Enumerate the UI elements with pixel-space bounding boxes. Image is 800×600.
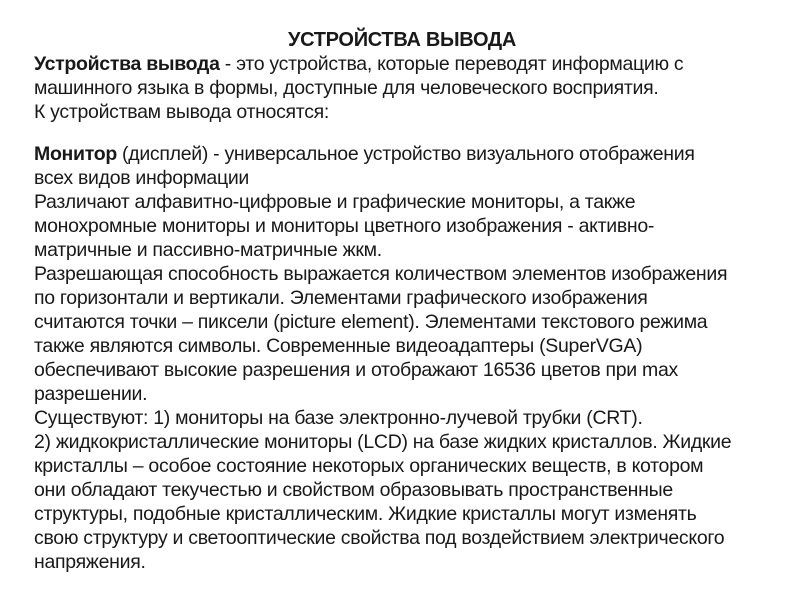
line-text: матричные и пассивно-матричные жкм. bbox=[34, 239, 382, 261]
line-text: они обладают текучестью и свойством образовывать пространственные bbox=[34, 479, 673, 501]
page-title: УСТРОЙСТВА ВЫВОДА bbox=[287, 29, 517, 51]
text-line bbox=[34, 406, 770, 430]
text-line bbox=[34, 52, 770, 76]
line-text: кристаллы – особое состояние некоторых органических веществ, в котором bbox=[34, 455, 704, 477]
line-text: по горизонтали и вертикали. Элементами графического изображения bbox=[34, 287, 648, 309]
monitor-paragraph bbox=[34, 142, 770, 574]
text-line bbox=[34, 262, 770, 286]
text-line bbox=[34, 214, 770, 238]
text-line bbox=[34, 310, 770, 334]
line-text: монохромные мониторы и мониторы цветного изображения - активно- bbox=[34, 215, 655, 237]
line-text: структуры, подобные кристаллическим. Жидкие кристаллы могут изменять bbox=[34, 503, 697, 525]
text-line bbox=[34, 100, 770, 124]
text-line bbox=[34, 454, 770, 478]
bold-lead: Устройства вывода bbox=[34, 53, 220, 75]
text-line bbox=[34, 550, 770, 574]
line-text: также являются символы. Современные видеоадаптеры (SuperVGA) bbox=[34, 335, 643, 357]
text-line bbox=[34, 430, 770, 454]
line-text: считаются точки – пиксели (picture element). Элементами текстового режима bbox=[34, 311, 708, 333]
line-text: разрешении. bbox=[34, 383, 148, 405]
line-text: всех видов информации bbox=[34, 167, 250, 189]
intro-paragraph bbox=[34, 52, 770, 124]
text-line bbox=[34, 502, 770, 526]
bold-lead: Монитор bbox=[34, 143, 117, 165]
line-text: обеспечивают высокие разрешения и отображают 16536 цветов при max bbox=[34, 359, 678, 381]
line-text: машинного языка в формы, доступные для человеческого восприятия. bbox=[34, 77, 659, 99]
line-text: напряжения. bbox=[34, 551, 146, 573]
line-text: К устройствам вывода относятся: bbox=[34, 101, 330, 123]
text-line bbox=[34, 334, 770, 358]
text-line bbox=[34, 478, 770, 502]
text-line bbox=[34, 166, 770, 190]
text-line bbox=[34, 286, 770, 310]
line-text: Разрешающая способность выражается количеством элементов изображения bbox=[34, 263, 728, 285]
line-text: Различают алфавитно-цифровые и графические мониторы, а также bbox=[34, 191, 636, 213]
text-line bbox=[34, 382, 770, 406]
text-line bbox=[34, 190, 770, 214]
text-line bbox=[34, 358, 770, 382]
line-text: - это устройства, которые переводят информацию с bbox=[219, 53, 684, 75]
text-line bbox=[34, 142, 770, 166]
text-line bbox=[34, 238, 770, 262]
text-line bbox=[34, 76, 770, 100]
line-text: свою структуру и светооптические свойства под воздействием электрического bbox=[34, 527, 725, 549]
line-text: (дисплей) - универсальное устройство визуального отображения bbox=[116, 143, 695, 165]
line-text: 2) жидкокристаллические мониторы (LCD) на базе жидких кристаллов. Жидкие bbox=[34, 431, 732, 453]
text-line bbox=[34, 526, 770, 550]
line-text: Существуют: 1) мониторы на базе электронно-лучевой трубки (CRT). bbox=[34, 407, 643, 429]
